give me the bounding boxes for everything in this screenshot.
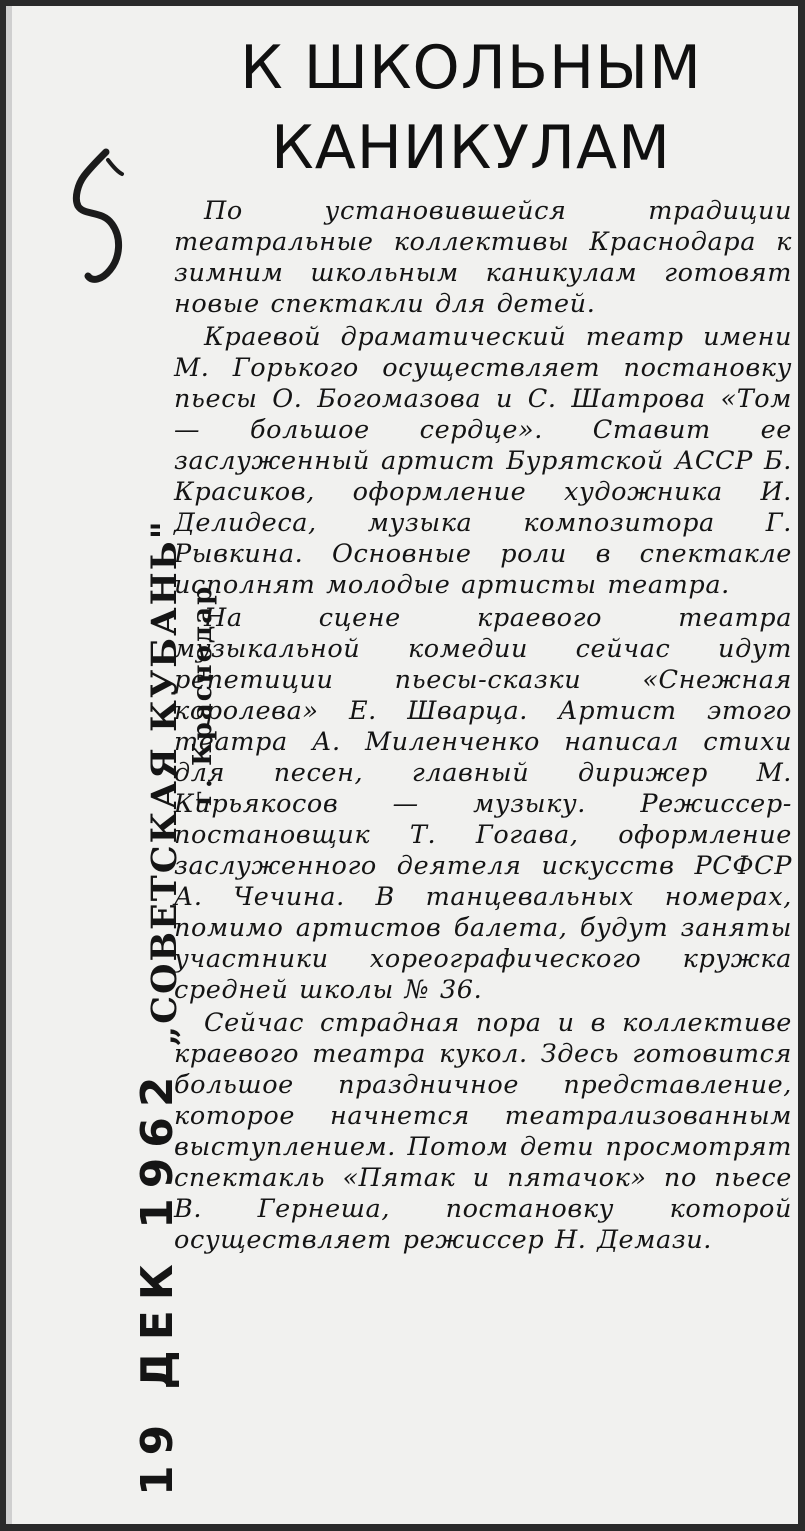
paragraph-drama-theatre: Краевой драматический театр имени М. Горького осуществляет постановку пьесы О. Богомазова и С. Шатрова «Том — большое сердце». Ставит ее заслуженный артист Бурятской АССР Б. Красиков, оформление художника И. Делидеса, музыка композитора Г. Рывкина. Основные роли в спектакле исполнят молодые артисты театра. — [174, 322, 792, 600]
paragraph-puppet-theatre: Сейчас страдная пора и в коллективе краевого театра кукол. Здесь готовится большое праздничное представление, которое начнется театрализованным выступлением. Потом дети просмотрят спектакль «Пятак и пятачок» по пьесе В. Гернеша, постановку которой осуществляет режиссер Н. Демази. — [174, 1008, 792, 1255]
stamp-date-text: 19 ДЕК 1962 — [132, 1066, 183, 1496]
paragraph-musical-comedy: На сцене краевого театра музыкальной комедии сейчас идут репетиции пьесы-сказки «Снежная королева» Е. Шварца. Артист этого театра А. Миленченко написал стихи для песен, главный дирижер М. Кирьякосов — музыку. Режиссер-постановщик Т. Гогава, оформление заслуженного деятеля искусств РСФСР А. Чечина. В танцевальных номерах, помимо артистов балета, будут заняты участники хореографического кружка средней школы № 36. — [174, 603, 792, 1005]
newspaper-name: „СОВЕТСКАЯ КУБАНЬ" — [144, 519, 185, 1046]
article-headline — [156, 28, 786, 188]
headline-line-2: КАНИКУЛАМ — [271, 113, 671, 183]
paragraph-intro: По установившейся традиции театральные коллективы Краснодара к зимним школьным каникулам готовят новые спектакли для детей. — [174, 196, 792, 319]
handwritten-number-mark — [68, 146, 138, 296]
city-name: г. Краснодар — [188, 584, 218, 806]
newspaper-clipping — [6, 6, 798, 1524]
headline-line-1: К ШКОЛЬНЫМ — [240, 33, 702, 103]
article-body — [174, 196, 792, 1256]
